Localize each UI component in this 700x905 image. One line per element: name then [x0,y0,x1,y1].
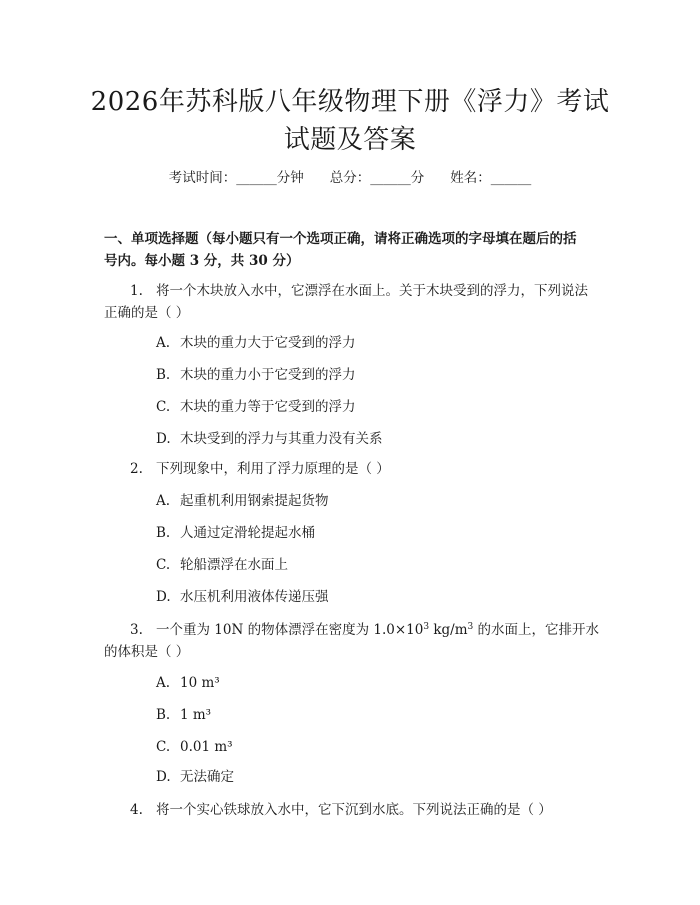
exam-meta [0,168,700,188]
section-heading-line2: 号内。每小题 3 分，共 30 分） [104,253,300,269]
section-heading [104,228,604,272]
question-number: 3. [130,622,143,638]
question-4 [104,799,604,821]
option-3d: D. 无法确定 [156,769,234,785]
option-3a: A. 10 m³ [156,675,220,691]
question-text-cont: 的体积是（ ） [104,644,190,660]
question-text-a: 一个重为 10N 的物体漂浮在密度为 1.0×10 [156,622,424,638]
option-3b: B. 1 m³ [156,707,212,723]
question-text-cont: 正确的是（ ） [104,305,190,321]
question-text: 将一个木块放入水中，它漂浮在水面上。关于木块受到的浮力，下列说法 [156,283,588,299]
exam-time-field: 考试时间：______分钟 [168,170,304,186]
option-2a: A. 起重机利用钢索提起货物 [156,493,329,509]
question-number: 1. [130,283,143,299]
question-3 [104,619,604,663]
page-title-line1: 2026年苏科版八年级物理下册《浮力》考试 [90,87,610,117]
option-2c: C. 轮船漂浮在水面上 [156,557,288,573]
question-number: 4. [130,802,143,818]
section-heading-line1: 一、单项选择题（每小题只有一个选项正确，请将正确选项的字母填在题后的括 [104,231,577,247]
question-2 [104,458,604,480]
total-score-field: 总分：______分 [329,170,425,186]
question-text: 将一个实心铁球放入水中，它下沉到水底。下列说法正确的是（ ） [156,802,552,818]
option-1d: D. 木块受到的浮力与其重力没有关系 [156,431,383,447]
question-text-c: 的水面上，它排开水 [473,622,600,638]
superscript: 3 [423,622,430,632]
question-text-b: kg/m [429,622,468,638]
page-title-line2: 试题及答案 [283,125,417,155]
student-name-field: 姓名：______ [450,170,532,186]
question-number: 2. [130,461,143,477]
question-1 [104,280,604,324]
option-1a: A. 木块的重力大于它受到的浮力 [156,335,356,351]
option-1c: C. 木块的重力等于它受到的浮力 [156,399,356,415]
option-3c: C. 0.01 m³ [156,739,233,755]
option-2d: D. 水压机利用液体传递压强 [156,589,329,605]
option-2b: B. 人通过定滑轮提起水桶 [156,525,315,541]
option-1b: B. 木块的重力小于它受到的浮力 [156,367,356,383]
superscript: 3 [467,622,474,632]
question-text: 下列现象中，利用了浮力原理的是（ ） [156,461,390,477]
